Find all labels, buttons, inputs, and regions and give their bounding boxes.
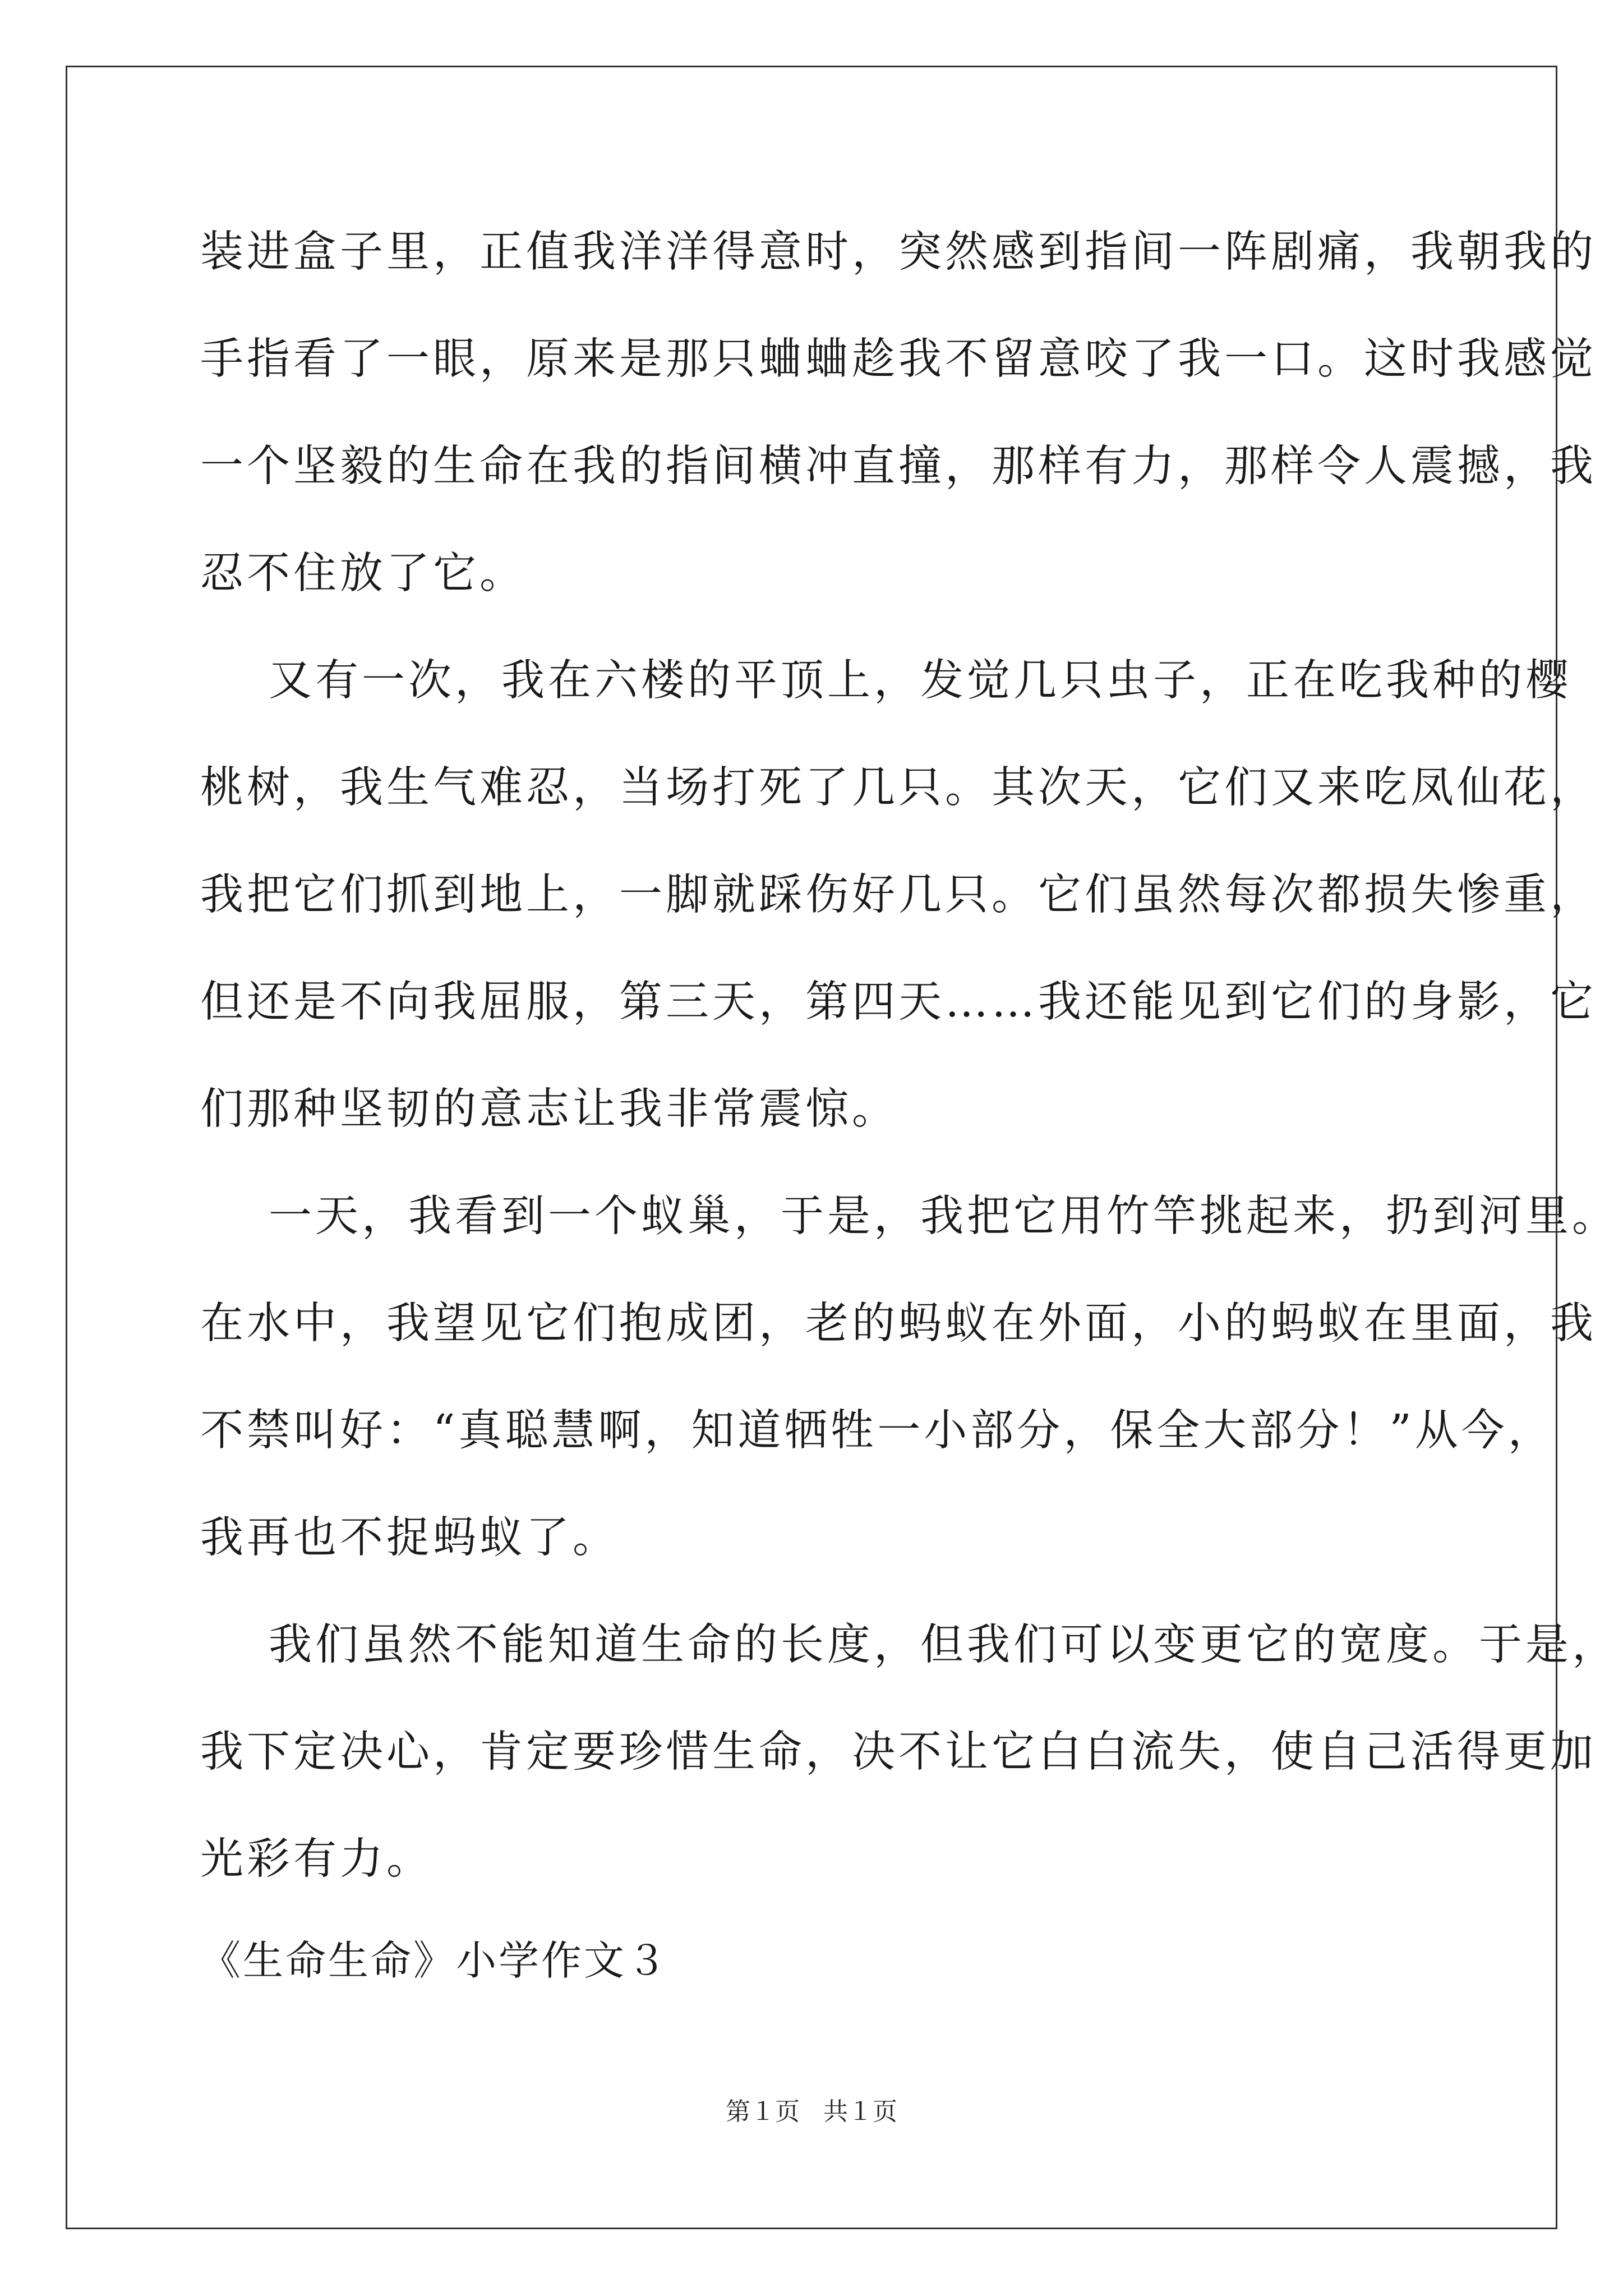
paragraph-first-line: 一天，我看到一个蚁巢，于是，我把它用竹竿挑起来，扔到河里。 xyxy=(269,1191,1619,1241)
text-line: 桃树，我生气难忍，当场打死了几只。其次天，它们又来吃凤仙花， xyxy=(200,763,1597,813)
text-line: 装进盒子里，正值我洋洋得意时，突然感到指间一阵剧痛，我朝我的 xyxy=(200,227,1597,277)
paragraph-first-line: 又有一次，我在六楼的平顶上，发觉几只虫子，正在吃我种的樱 xyxy=(269,656,1572,706)
text-line: 但还是不向我屈服，第三天，第四天……我还能见到它们的身影，它 xyxy=(200,977,1597,1027)
text-line: 我把它们抓到地上，一脚就踩伤好几只。它们虽然每次都损失惨重， xyxy=(200,870,1597,920)
page-total: 共１页 xyxy=(823,2097,897,2126)
paragraph-first-line: 我们虽然不能知道生命的长度，但我们可以变更它的宽度。于是， xyxy=(269,1620,1619,1670)
text-line: 一个坚毅的生命在我的指间横冲直撞，那样有力，那样令人震撼，我 xyxy=(200,441,1597,491)
text-line: 我再也不捉蚂蚁了。 xyxy=(200,1513,619,1563)
text-line: 忍不住放了它。 xyxy=(200,549,526,599)
page-number: 第１页 xyxy=(726,2097,800,2126)
text-line: 在水中，我望见它们抱成团，老的蚂蚁在外面，小的蚂蚁在里面，我 xyxy=(200,1299,1597,1349)
text-line: 我下定决心，肯定要珍惜生命，决不让它白白流失，使自己活得更加 xyxy=(200,1727,1597,1777)
text-line: 手指看了一眼，原来是那只蛐蛐趁我不留意咬了我一口。这时我感觉 xyxy=(200,334,1597,384)
text-line: 光彩有力。 xyxy=(200,1834,433,1884)
text-line: 们那种坚韧的意志让我非常震惊。 xyxy=(200,1084,898,1134)
section-title: 《生命生命》小学作文３ xyxy=(200,1937,670,1984)
text-line: 不禁叫好：“真聪慧啊，知道牺牲一小部分，保全大部分！”从今， xyxy=(200,1406,1555,1456)
page-footer xyxy=(0,2095,1623,2129)
